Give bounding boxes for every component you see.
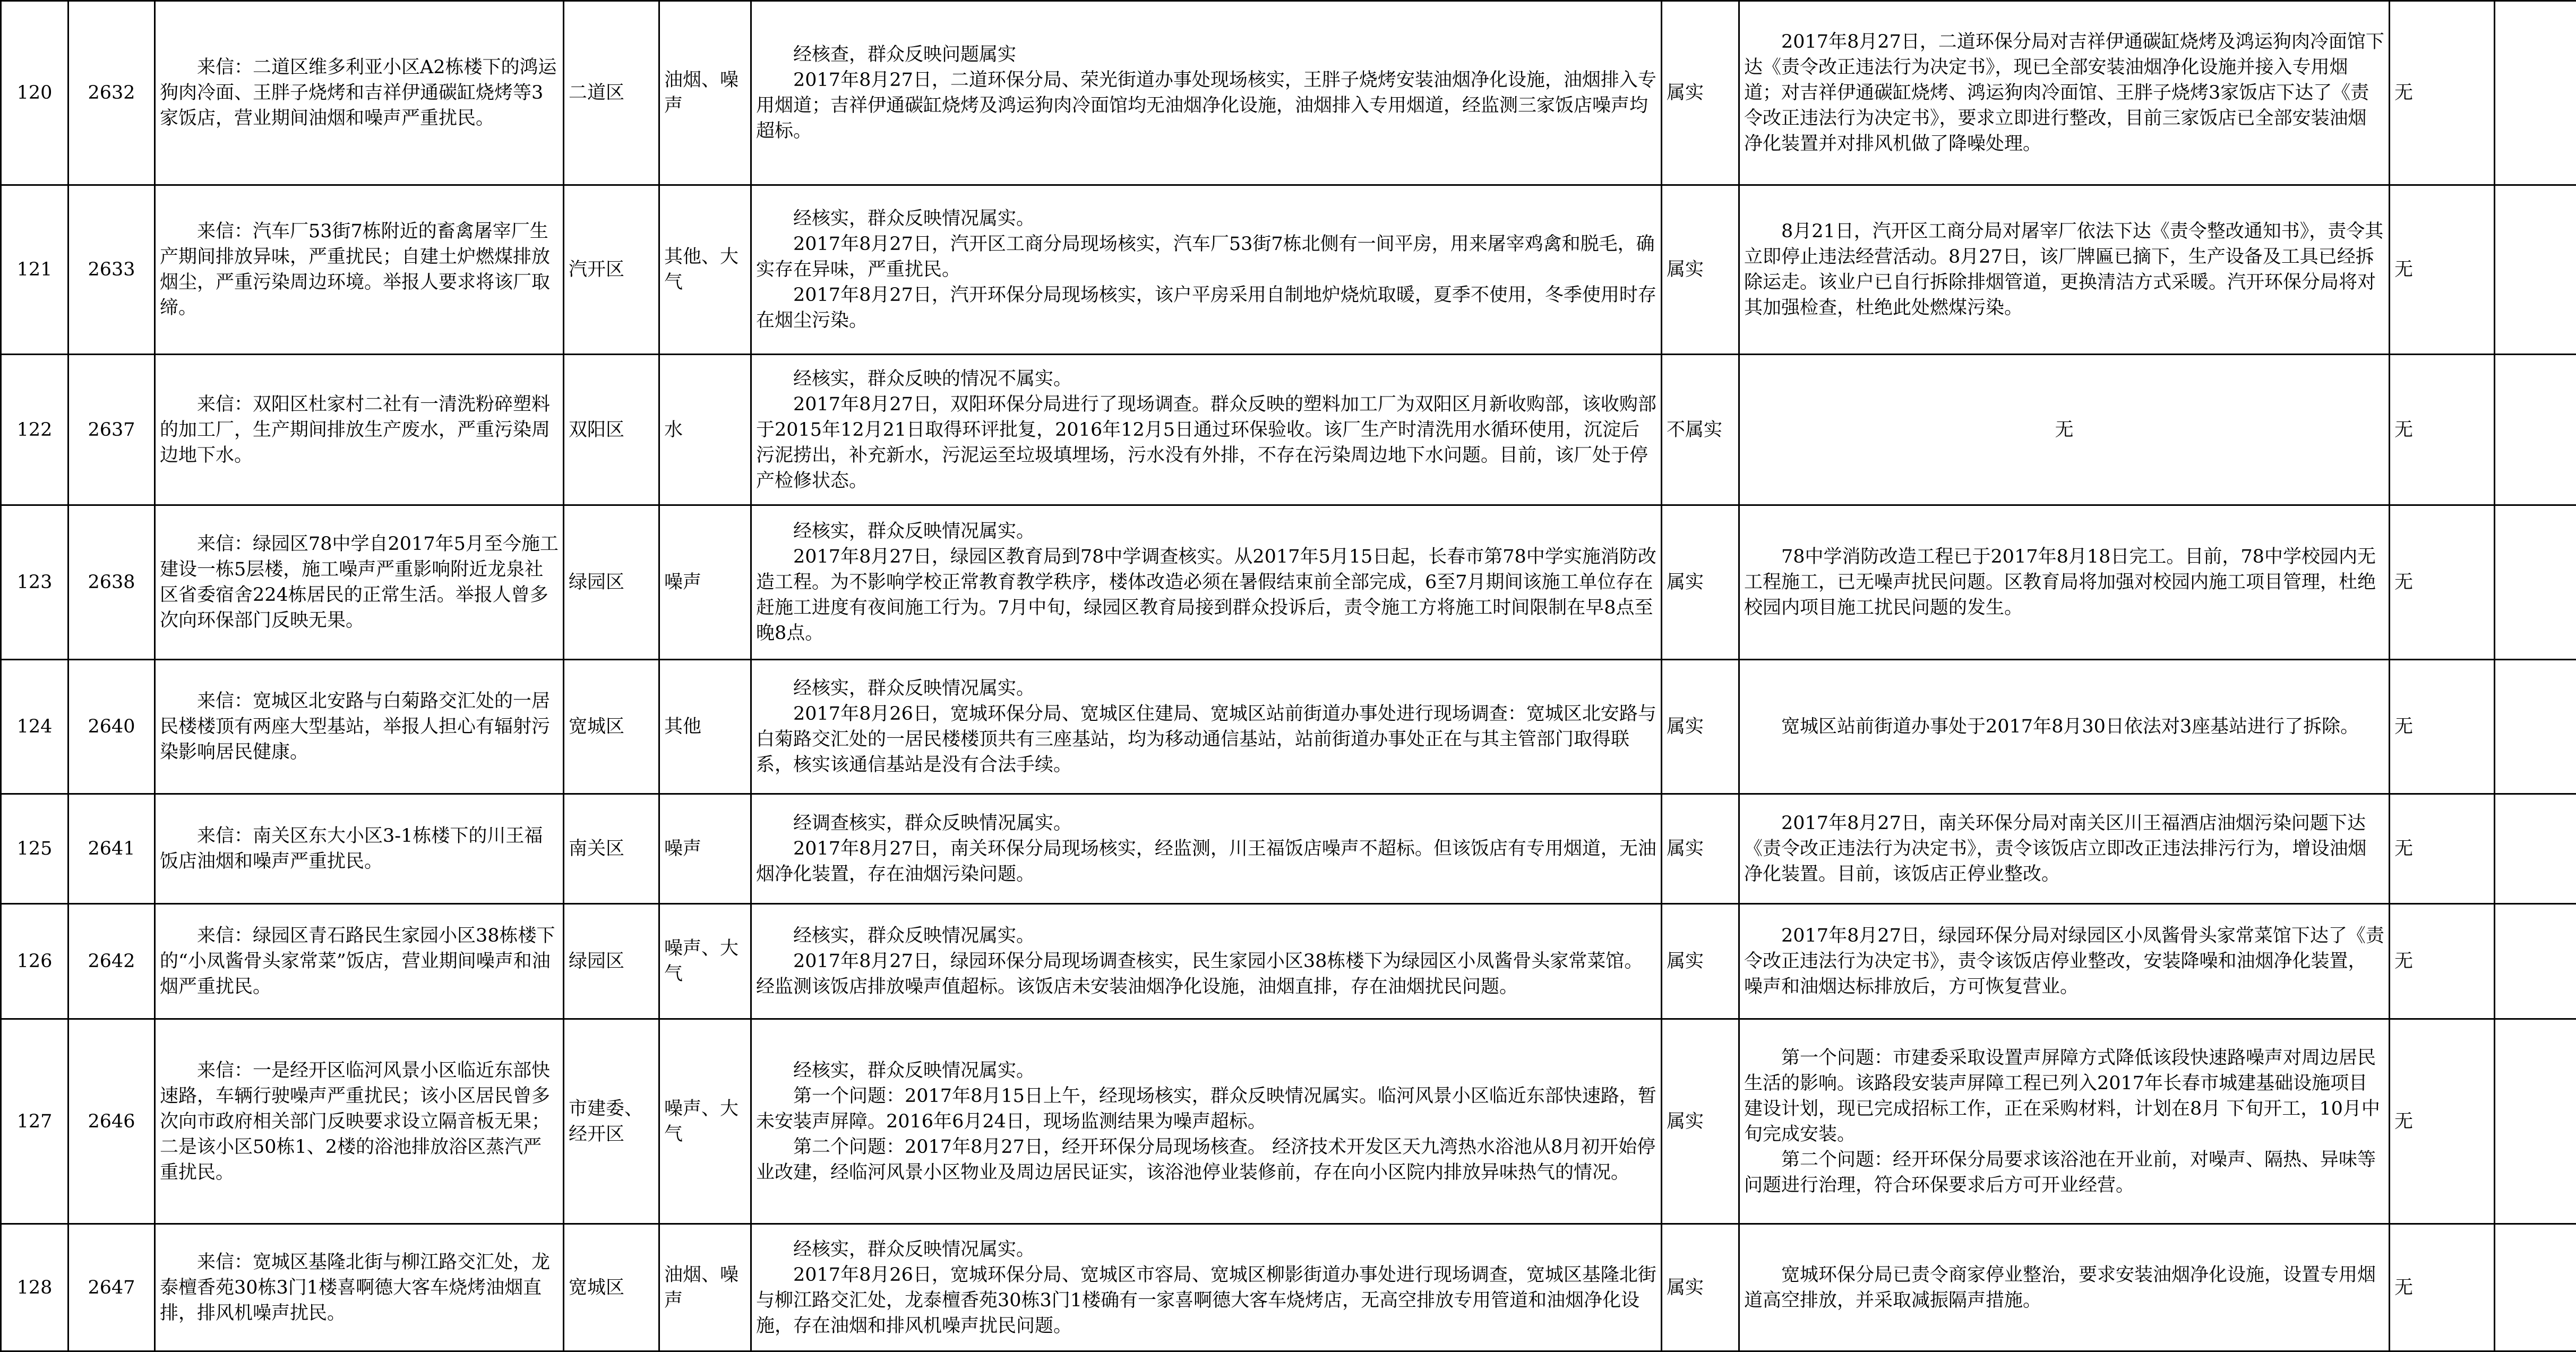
investigation-line: 2017年8月27日，双阳环保分局进行了现场调查。群众反映的塑料加工厂为双阳区月新收购部，该收购部于2015年12月21日取得环评批复，2016年12月5日通过环保验收。该厂生产时清洗用水循环使用，沉淀后污泥捞出，补充新水，污泥运至垃圾填埋场，污水没有外排，不存在污染周边地下水问题。目前，该厂处于停产检修状态。 [756,392,1656,494]
investigation-line: 经核实，群众反映情况属实。 [756,923,1656,949]
investigation-line: 2017年8月27日，绿园区教育局到78中学调查核实。从2017年5月15日起，长春市第78中学实施消防改造工程。为不影响学校正常教育教学秩序，楼体改造必须在暑假结束前全部完成，6至7月期间该施工单位存在赶施工进度有夜间施工行为。7月中旬，绿园区教育局接到群众投诉后，责令施工方将施工时间限制在早8点至晚8点。 [756,544,1656,646]
case-id: 2640 [68,660,155,794]
investigation-line: 第二个问题：2017年8月27日，经开环保分局现场核查。 经济技术开发区天九湾热水浴池从8月初开始停业改建，经临河风景小区物业及周边居民证实，该浴池停业装修前，存在向小区院内排放异味热气的情况。 [756,1134,1656,1185]
pollution-type: 其他 [659,660,751,794]
investigation-result [751,1,1662,185]
district: 二道区 [564,1,659,185]
pollution-type: 水 [659,355,751,505]
verdict: 不属实 [1662,355,1739,505]
case-id: 2633 [68,185,155,355]
investigation-line: 经核实，群众反映情况属实。 [756,1058,1656,1083]
table-row [1,505,2576,660]
investigation-result [751,794,1662,904]
row-number: 120 [1,1,68,185]
complaint-content: 来信：二道区维多利亚小区A2栋楼下的鸿运狗肉冷面、王胖子烧烤和吉祥伊通碳缸烧烤等3家饭店，营业期间油烟和噪声严重扰民。 [155,1,564,185]
investigation-line: 2017年8月27日，汽开区工商分局现场核实，汽车厂53街7栋北侧有一间平房，用来屠宰鸡禽和脱毛，确实存在异味，严重扰民。 [756,231,1656,282]
investigation-result [751,355,1662,505]
verdict: 属实 [1662,904,1739,1019]
accountability: 无 [2390,505,2495,660]
case-id: 2641 [68,794,155,904]
complaint-content: 来信：双阳区杜家村二社有一清洗粉碎塑料的加工厂，生产期间排放生产废水，严重污染周边地下水。 [155,355,564,505]
handling-result: 无 [1739,355,2390,505]
row-number: 122 [1,355,68,505]
table-row [1,660,2576,794]
complaint-content: 来信：南关区东大小区3-1栋楼下的川王福饭店油烟和噪声严重扰民。 [155,794,564,904]
table-row [1,904,2576,1019]
verdict: 属实 [1662,1,1739,185]
remarks [2495,505,2576,660]
handling-result: 宽城区站前街道办事处于2017年8月30日依法对3座基站进行了拆除。 [1739,660,2390,794]
investigation-result [751,904,1662,1019]
remarks [2495,1019,2576,1224]
pollution-type: 噪声 [659,505,751,660]
accountability: 无 [2390,1,2495,185]
remarks [2495,185,2576,355]
case-id: 2642 [68,904,155,1019]
investigation-line: 经核实，群众反映的情况不属实。 [756,366,1656,392]
investigation-line: 第一个问题：2017年8月15日上午，经现场核实，群众反映情况属实。临河风景小区临近东部快速路，暂未安装声屏障。2016年6月24日，现场监测结果为噪声超标。 [756,1083,1656,1134]
accountability: 无 [2390,794,2495,904]
handling-result: 78中学消防改造工程已于2017年8月18日完工。目前，78中学校园内无工程施工，已无噪声扰民问题。区教育局将加强对校园内施工项目管理，杜绝校园内项目施工扰民问题的发生。 [1739,505,2390,660]
verdict: 属实 [1662,1019,1739,1224]
investigation-line: 经调查核实，群众反映情况属实。 [756,811,1656,836]
table-row [1,1019,2576,1224]
verdict: 属实 [1662,1224,1739,1351]
verdict: 属实 [1662,505,1739,660]
pollution-type: 其他、大气 [659,185,751,355]
table-row [1,794,2576,904]
row-number: 128 [1,1224,68,1351]
handling-result: 2017年8月27日，二道环保分局对吉祥伊通碳缸烧烤及鸿运狗肉冷面馆下达《责令改正违法行为决定书》，现已全部安装油烟净化设施并接入专用烟道；对吉祥伊通碳缸烧烤、鸿运狗肉冷面馆、王胖子烧烤3家饭店下达了《责令改正违法行为决定书》，要求立即进行整改，目前三家饭店已全部安装油烟净化装置并对排风机做了降噪处理。 [1739,1,2390,185]
handling-result: 2017年8月27日，南关环保分局对南关区川王福酒店油烟污染问题下达《责令改正违法行为决定书》，责令该饭店立即改正违法排污行为，增设油烟净化装置。目前，该饭店正停业整改。 [1739,794,2390,904]
row-number: 123 [1,505,68,660]
pollution-type: 噪声、大气 [659,1019,751,1224]
pollution-type: 油烟、噪声 [659,1,751,185]
verdict: 属实 [1662,185,1739,355]
complaint-content: 来信：绿园区78中学自2017年5月至今施工建设一栋5层楼，施工噪声严重影响附近龙泉社区省委宿舍224栋居民的正常生活。举报人曾多次向环保部门反映无果。 [155,505,564,660]
district: 市建委、经开区 [564,1019,659,1224]
district: 绿园区 [564,505,659,660]
accountability: 无 [2390,660,2495,794]
accountability: 无 [2390,185,2495,355]
investigation-line: 2017年8月27日，绿园环保分局现场调查核实，民生家园小区38栋楼下为绿园区小凤酱骨头家常菜馆。经监测该饭店排放噪声值超标。该饭店未安装油烟净化设施，油烟直排，存在油烟扰民问题。 [756,949,1656,1000]
accountability: 无 [2390,1019,2495,1224]
district: 宽城区 [564,660,659,794]
case-id: 2647 [68,1224,155,1351]
complaint-content: 来信：宽城区基隆北街与柳江路交汇处，龙泰檀香苑30栋3门1楼喜啊德大客车烧烤油烟直排，排风机噪声扰民。 [155,1224,564,1351]
investigation-line: 2017年8月27日，二道环保分局、荣光街道办事处现场核实，王胖子烧烤安装油烟净化设施，油烟排入专用烟道；吉祥伊通碳缸烧烤及鸿运狗肉冷面馆均无油烟净化设施，油烟排入专用烟道，经监测三家饭店噪声均超标。 [756,67,1656,144]
handling-result [1739,1019,2390,1224]
pollution-type: 噪声、大气 [659,904,751,1019]
row-number: 125 [1,794,68,904]
verdict: 属实 [1662,660,1739,794]
investigation-line: 2017年8月26日，宽城环保分局、宽城区住建局、宽城区站前街道办事处进行现场调查：宽城区北安路与白菊路交汇处的一居民楼楼顶共有三座基站，均为移动通信基站，站前街道办事处正在与其主管部门取得联系，核实该通信基站是没有合法手续。 [756,701,1656,778]
remarks [2495,660,2576,794]
remarks [2495,1,2576,185]
complaint-content: 来信：一是经开区临河风景小区临近东部快速路，车辆行驶噪声严重扰民；该小区居民曾多次向市政府相关部门反映要求设立隔音板无果；二是该小区50栋1、2楼的浴池排放浴区蒸汽严重扰民。 [155,1019,564,1224]
case-id: 2632 [68,1,155,185]
pollution-type: 油烟、噪声 [659,1224,751,1351]
handling-line: 第二个问题：经开环保分局要求该浴池在开业前，对噪声、隔热、异味等问题进行治理，符合环保要求后方可开业经营。 [1744,1147,2384,1198]
case-id: 2646 [68,1019,155,1224]
remarks [2495,794,2576,904]
accountability: 无 [2390,904,2495,1019]
case-id: 2637 [68,355,155,505]
investigation-line: 经核实，群众反映情况属实。 [756,1237,1656,1262]
investigation-line: 经核实，群众反映情况属实。 [756,519,1656,544]
remarks [2495,355,2576,505]
investigation-result [751,505,1662,660]
row-number: 121 [1,185,68,355]
case-id: 2638 [68,505,155,660]
handling-result: 8月21日，汽开区工商分局对屠宰厂依法下达《责令整改通知书》，责令其立即停止违法经营活动。8月27日，该厂牌匾已摘下，生产设备及工具已经拆除运走。该业户已自行拆除排烟管道，更换清洁方式采暖。汽开环保分局将对其加强检查，杜绝此处燃煤污染。 [1739,185,2390,355]
investigation-line: 2017年8月26日，宽城环保分局、宽城区市容局、宽城区柳影街道办事处进行现场调查，宽城区基隆北街与柳江路交汇处，龙泰檀香苑30栋3门1楼确有一家喜啊德大客车烧烤店，无高空排放专用管道和油烟净化设施，存在油烟和排风机噪声扰民问题。 [756,1262,1656,1339]
remarks [2495,1224,2576,1351]
investigation-result [751,1019,1662,1224]
investigation-line: 2017年8月27日，汽开环保分局现场核实，该户平房采用自制地炉烧炕取暖，夏季不使用，冬季使用时存在烟尘污染。 [756,282,1656,333]
district: 汽开区 [564,185,659,355]
complaint-content: 来信：汽车厂53街7栋附近的畜禽屠宰厂生产期间排放异味，严重扰民；自建土炉燃煤排放烟尘，严重污染周边环境。举报人要求将该厂取缔。 [155,185,564,355]
row-number: 124 [1,660,68,794]
accountability: 无 [2390,355,2495,505]
remarks [2495,904,2576,1019]
district: 绿园区 [564,904,659,1019]
table-row [1,1,2576,185]
complaint-content: 来信：宽城区北安路与白菊路交汇处的一居民楼楼顶有两座大型基站，举报人担心有辐射污染影响居民健康。 [155,660,564,794]
district: 宽城区 [564,1224,659,1351]
table-row [1,1224,2576,1351]
handling-result: 2017年8月27日，绿园环保分局对绿园区小凤酱骨头家常菜馆下达了《责令改正违法行为决定书》，责令该饭店停业整改，安装降噪和油烟净化装置，噪声和油烟达标排放后，方可恢复营业。 [1739,904,2390,1019]
row-number: 127 [1,1019,68,1224]
district: 南关区 [564,794,659,904]
pollution-type: 噪声 [659,794,751,904]
investigation-result [751,185,1662,355]
complaint-content: 来信：绿园区青石路民生家园小区38栋楼下的“小凤酱骨头家常菜”饭店，营业期间噪声和油烟严重扰民。 [155,904,564,1019]
investigation-line: 经核查，群众反映问题属实 [756,42,1656,67]
investigation-line: 2017年8月27日，南关环保分局现场核实，经监测，川王福饭店噪声不超标。但该饭店有专用烟道，无油烟净化装置，存在油烟污染问题。 [756,836,1656,887]
accountability: 无 [2390,1224,2495,1351]
handling-line: 第一个问题：市建委采取设置声屏障方式降低该段快速路噪声对周边居民生活的影响。该路段安装声屏障工程已列入2017年长春市城建基础设施项目建设计划，现已完成招标工作，正在采购材料，计划在8月 下旬开工，10月中旬完成安装。 [1744,1045,2384,1147]
verdict: 属实 [1662,794,1739,904]
investigation-result [751,660,1662,794]
investigation-line: 经核实，群众反映情况属实。 [756,676,1656,701]
handling-result: 宽城环保分局已责令商家停业整治，要求安装油烟净化设施，设置专用烟道高空排放，并采取减振隔声措施。 [1739,1224,2390,1351]
table-row [1,355,2576,505]
investigation-result [751,1224,1662,1351]
row-number: 126 [1,904,68,1019]
district: 双阳区 [564,355,659,505]
investigation-line: 经核实，群众反映情况属实。 [756,206,1656,231]
table-row [1,185,2576,355]
